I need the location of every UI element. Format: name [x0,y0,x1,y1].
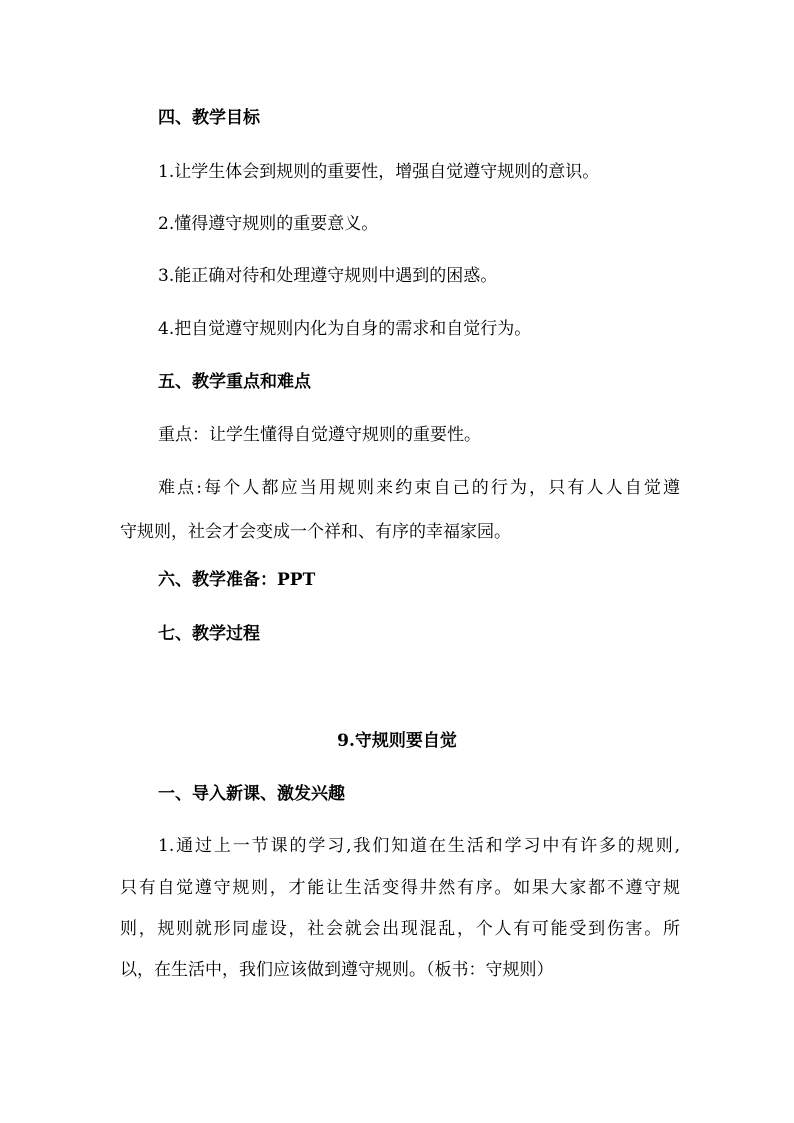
intro-line-4: 以，在生活中，我们应该做到遵守规则。（板书：守规则） [120,960,554,980]
intro-line-2: 只有自觉遵守规则，才能让生活变得井然有序。如果大家都不遵守规 [120,878,680,898]
difficulty-line-1: 难点:每个人都应当用规则来约束自己的行为，只有人人自觉遵 [158,478,680,498]
goal-item-4: 4.把自觉遵守规则内化为自身的需求和自觉行为。 [158,319,532,339]
difficulty-line-2: 守规则，社会才会变成一个祥和、有序的幸福家园。 [120,522,511,542]
goal-item-2: 2.懂得遵守规则的重要意义。 [158,214,379,234]
intro-line-1: 1.通过上一节课的学习,我们知道在生活和学习中有许多的规则, [158,836,680,856]
section-prep: 六、教学准备：PPT [158,570,316,590]
goal-item-3: 3.能正确对待和处理遵守规则中遇到的困惑。 [158,266,498,286]
goal-item-1: 1.让学生体会到规则的重要性，增强自觉遵守规则的意识。 [158,162,600,182]
lesson-title: 9.守规则要自觉 [337,731,457,751]
section-heading-process: 七、教学过程 [158,624,260,644]
section-heading-intro: 一、导入新课、激发兴趣 [158,784,345,804]
intro-line-3: 则，规则就形同虚设，社会就会出现混乱，个人有可能受到伤害。所 [120,919,680,939]
section-heading-focus: 五、教学重点和难点 [158,372,311,392]
section-heading-goals: 四、教学目标 [158,108,260,128]
focus-key-point: 重点：让学生懂得自觉遵守规则的重要性。 [158,425,481,445]
